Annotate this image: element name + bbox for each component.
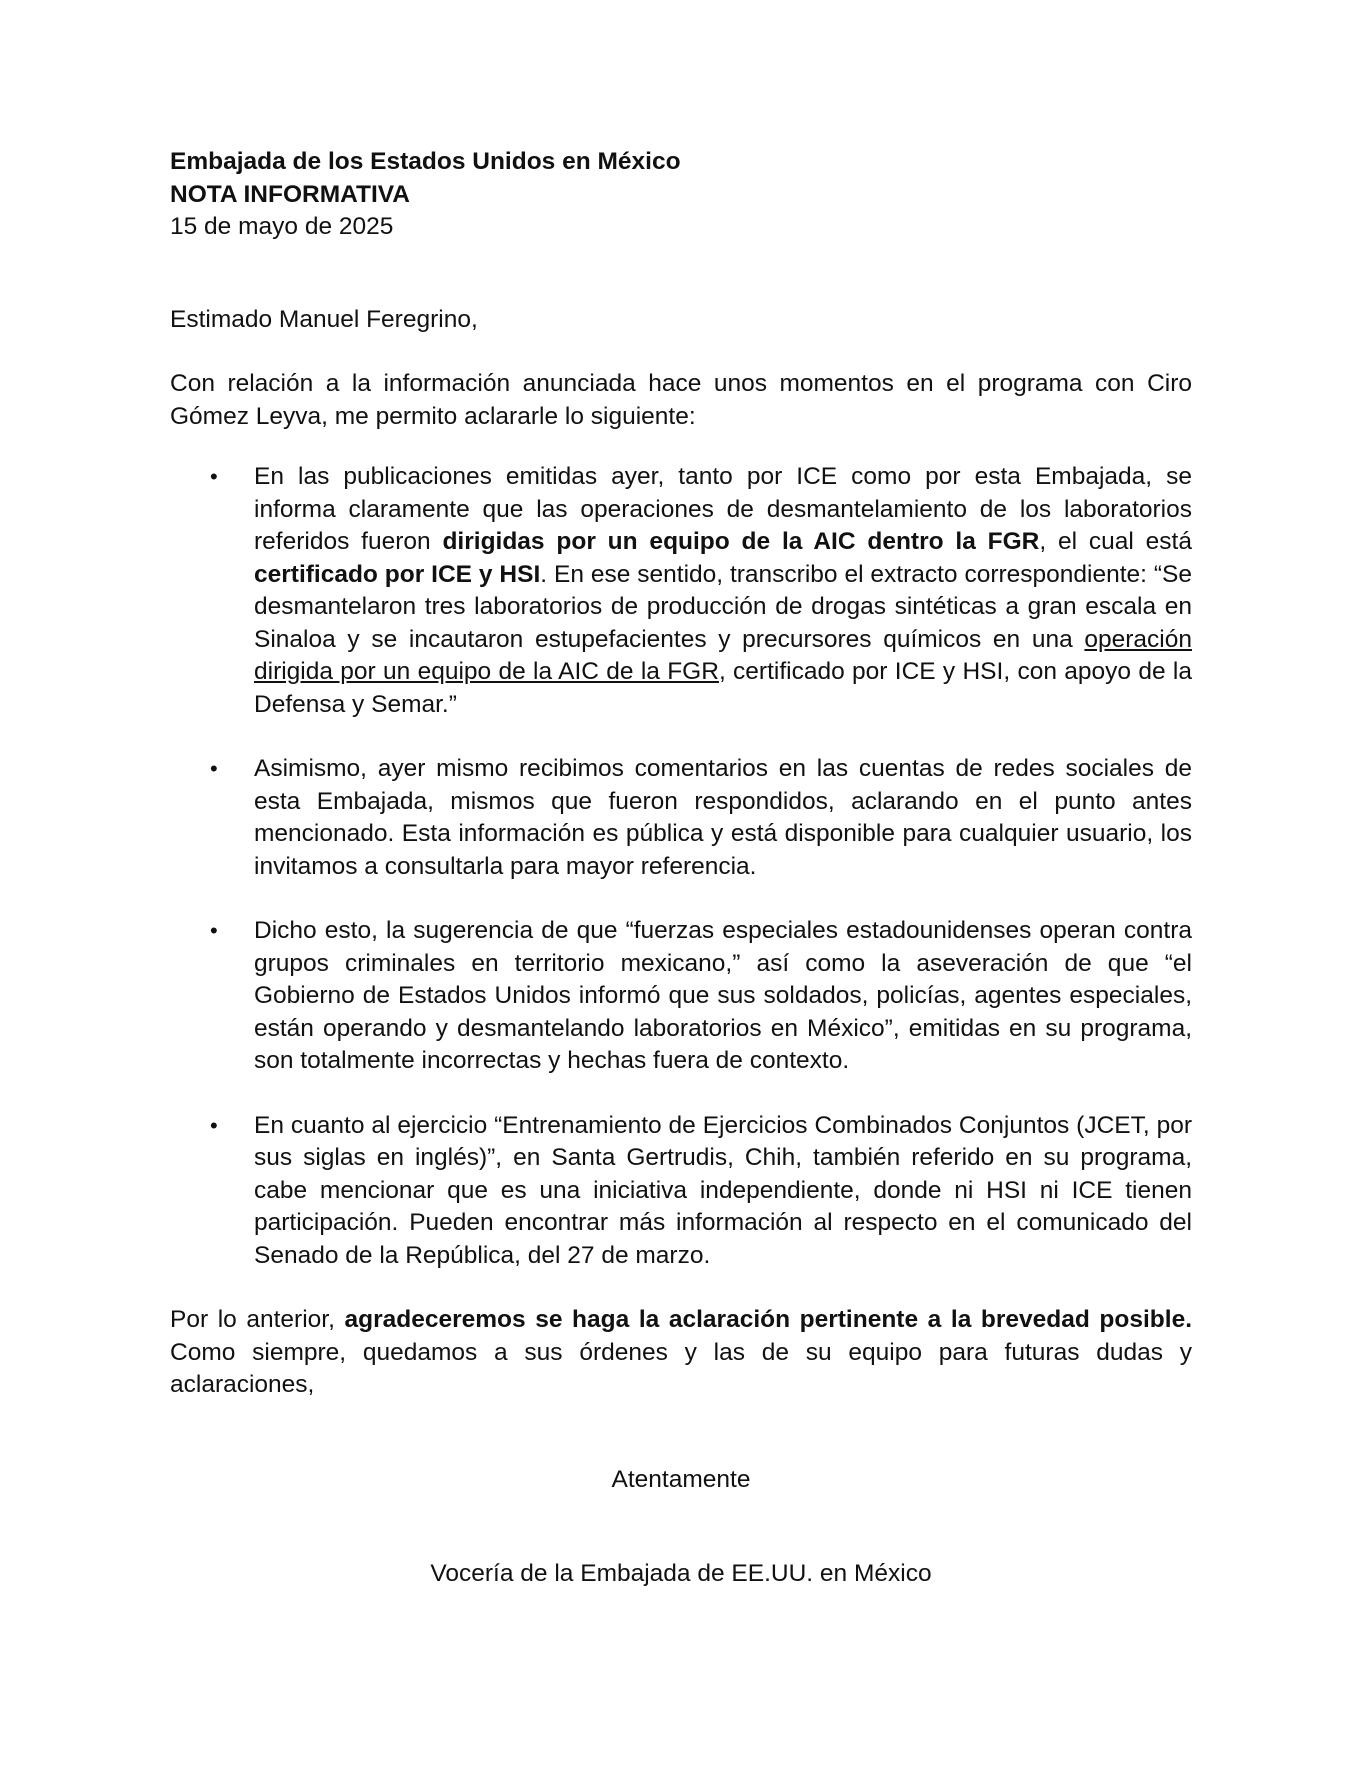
point-3-text: Dicho esto, la sugerencia de que “fuerzas especiales estadounidenses operan contra grupos criminales en territorio mexicano,” así como la aseveración de que “el Gobierno de Estados Unidos informó que sus soldados, policías, agentes especiales, están operando y desmantelando laboratorios en México”, emitidas en su programa, son totalmente incorrectas y hechas fuera de contexto. bbox=[254, 917, 1192, 1074]
point-1-bold-b: certificado por ICE y HSI bbox=[254, 560, 541, 588]
document-body bbox=[170, 146, 1192, 1591]
list-item bbox=[170, 461, 1192, 721]
embassy-name: Embajada de los Estados Unidos en México bbox=[170, 148, 681, 175]
bullet-icon: • bbox=[210, 464, 218, 489]
greeting: Estimado Manuel Feregrino, bbox=[170, 305, 478, 333]
closing-text-b: Como siempre, quedamos a sus órdenes y las de su equipo para futuras dudas y aclaraciones, bbox=[170, 1338, 1192, 1398]
document-date: 15 de mayo de 2025 bbox=[170, 213, 394, 240]
signoff: Atentamente bbox=[611, 1465, 751, 1493]
bullet-icon: • bbox=[210, 918, 218, 943]
intro-paragraph: Con relación a la información anunciada hace unos momentos en el programa con Ciro Gómez Leyva, me permito aclararle lo siguiente: bbox=[170, 370, 1192, 430]
point-1-text-b: , el cual está bbox=[1039, 528, 1192, 555]
point-1-bold-a: dirigidas por un equipo de la AIC dentro la FGR bbox=[442, 528, 1040, 555]
point-1-text-c: . En ese sentido, transcribo el extracto correspondiente: “Se desmantelaron tres laboratorios de producción de drogas sintéticas a gran escala en Sinaloa y se incautaron estupefacientes y precursores químicos en una bbox=[254, 560, 1192, 653]
point-1-underlined: operación dirigida por un equipo de la AIC de la FGR bbox=[254, 625, 1192, 685]
list-item bbox=[170, 915, 1192, 1078]
bullet-icon: • bbox=[210, 1112, 218, 1138]
document-type: NOTA INFORMATIVA bbox=[170, 180, 410, 208]
list-item bbox=[170, 753, 1192, 883]
closing-paragraph bbox=[170, 1304, 1192, 1402]
point-4-text: En cuanto al ejercicio “Entrenamiento de Ejercicios Combinados Conjuntos (JCET, por sus siglas en inglés)”, en Santa Gertrudis, Chih, también referido en su programa, cabe mencionar que es una iniciativa independiente, donde ni HSI ni ICE tienen participación. Pueden encontrar más información al respecto en el comunicado del Senado de la República, del 27 de marzo. bbox=[254, 1111, 1192, 1269]
list-item bbox=[170, 1110, 1192, 1273]
closing-bold: agradeceremos se haga la aclaración pertinente a la brevedad posible. bbox=[344, 1306, 1193, 1333]
closing-text-a: Por lo anterior, bbox=[170, 1306, 345, 1333]
points-list bbox=[170, 461, 1192, 1272]
point-1-text-a: En las publicaciones emitidas ayer, tanto por ICE como por esta Embajada, se informa claramente que las operaciones de desmantelamiento de los laboratorios referidos fueron bbox=[254, 463, 1192, 555]
bullet-icon: • bbox=[210, 756, 218, 781]
sender: Vocería de la Embajada de EE.UU. en México bbox=[430, 1560, 932, 1587]
point-1-text-d: , certificado por ICE y HSI, con apoyo de la Defensa y Semar.” bbox=[254, 658, 1192, 718]
point-2-text: Asimismo, ayer mismo recibimos comentarios en las cuentas de redes sociales de esta Embajada, mismos que fueron respondidos, aclarando en el punto antes mencionado. Esta información es pública y está disponible para cualquier usuario, los invitamos a consultarla para mayor referencia. bbox=[254, 755, 1192, 880]
